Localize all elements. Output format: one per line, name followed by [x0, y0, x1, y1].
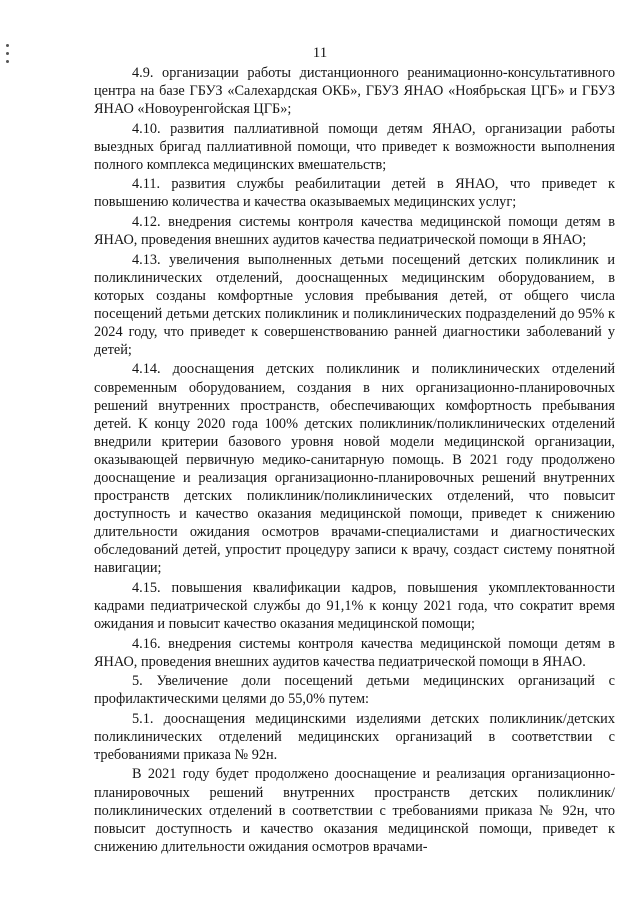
paragraph-4-9: 4.9. организации работы дистанционного реанимационно-консультативного центра на базе ГБУЗ «Салехардская ОКБ», ГБУЗ ЯНАО «Ноябрьская ЦГБ» и ГБУЗ ЯНАО «Новоуренгойская ЦГБ»;: [94, 65, 615, 118]
paragraph-4-15: 4.15. повышения квалификации кадров, повышения укомплектованности кадрами педиатрической службы до 91,1% к концу 2021 года, что сократит время ожидания и повысит качество оказания медицинской помощи;: [94, 579, 615, 633]
document-body: [94, 64, 615, 857]
paragraph-4-11: 4.11. развития службы реабилитации детей в ЯНАО, что приведет к повышению количества и качества оказываемых медицинских услуг;: [94, 176, 615, 211]
page-number: 11: [312, 45, 328, 61]
paragraph-4-16: 4.16. внедрения системы контроля качества медицинской помощи детям в ЯНАО, проведения внешних аудитов качества педиатрической помощи в ЯНАО.: [94, 635, 615, 670]
scan-mark: [6, 44, 9, 47]
paragraph-2021-plan: В 2021 году будет продолжено дооснащение и реализация организационно-планировочных решений внутренних пространств детских поликлиник/поликлинических отделений в соответствии с требованиями приказа № 92н, что повысит доступность и качество оказания медицинской помощи, приведет к снижению длительности ожидания осмотров врачами-: [94, 766, 615, 855]
scan-mark: [6, 60, 9, 63]
paragraph-4-13: 4.13. увеличения выполненных детьми посещений детских поликлиник и поликлинических отделений, дооснащенных медицинским оборудованием, в которых созданы комфортные условия пребывания детей, от общего числа посещений детьми детских поликлиник и поликлинических подразделений до 95% к 2024 году, что приведет к совершенствованию ранней диагностики заболеваний у детей;: [94, 251, 615, 358]
scan-mark: [6, 52, 9, 55]
paragraph-5-1: 5.1. дооснащения медицинскими изделиями детских поликлиник/детских поликлинических отделений медицинских организаций в соответствии с требованиями приказа № 92н.: [94, 710, 615, 763]
paragraph-4-12: 4.12. внедрения системы контроля качества медицинской помощи детям в ЯНАО, проведения внешних аудитов качества педиатрической помощи в ЯНАО;: [94, 213, 615, 249]
paragraph-4-10: 4.10. развития паллиативной помощи детям ЯНАО, организации работы выездных бригад паллиативной помощи, что приведет к возможности выполнения полного комплекса медицинских вмешательств;: [94, 120, 615, 173]
paragraph-4-14: 4.14. дооснащения детских поликлиник и поликлинических отделений современным оборудованием, создания в них организационно-планировочных решений внутренних пространств, обеспечивающих комфортность пребывания детей. К концу 2020 года 100% детских поликлиник/поликлинических отделений внедрили критерии базового уровня новой модели медицинской организации, оказывающей первичную медико-санитарную помощь. В 2021 году продолжено дооснащение и реализация организационно-планировочных решений внутренних пространств детских поликлиник/поликлинических отделений, что повысит доступность и качество оказания медицинской помощи, приведет к снижению длительности ожидания осмотров врачами-специалистами и диагностических обследований детей, упростит процедуру записи к врачу, создаст систему понятной навигации;: [94, 361, 615, 577]
paragraph-5: 5. Увеличение доли посещений детьми медицинских организаций с профилактическими целями до 55,0% путем:: [94, 673, 615, 708]
